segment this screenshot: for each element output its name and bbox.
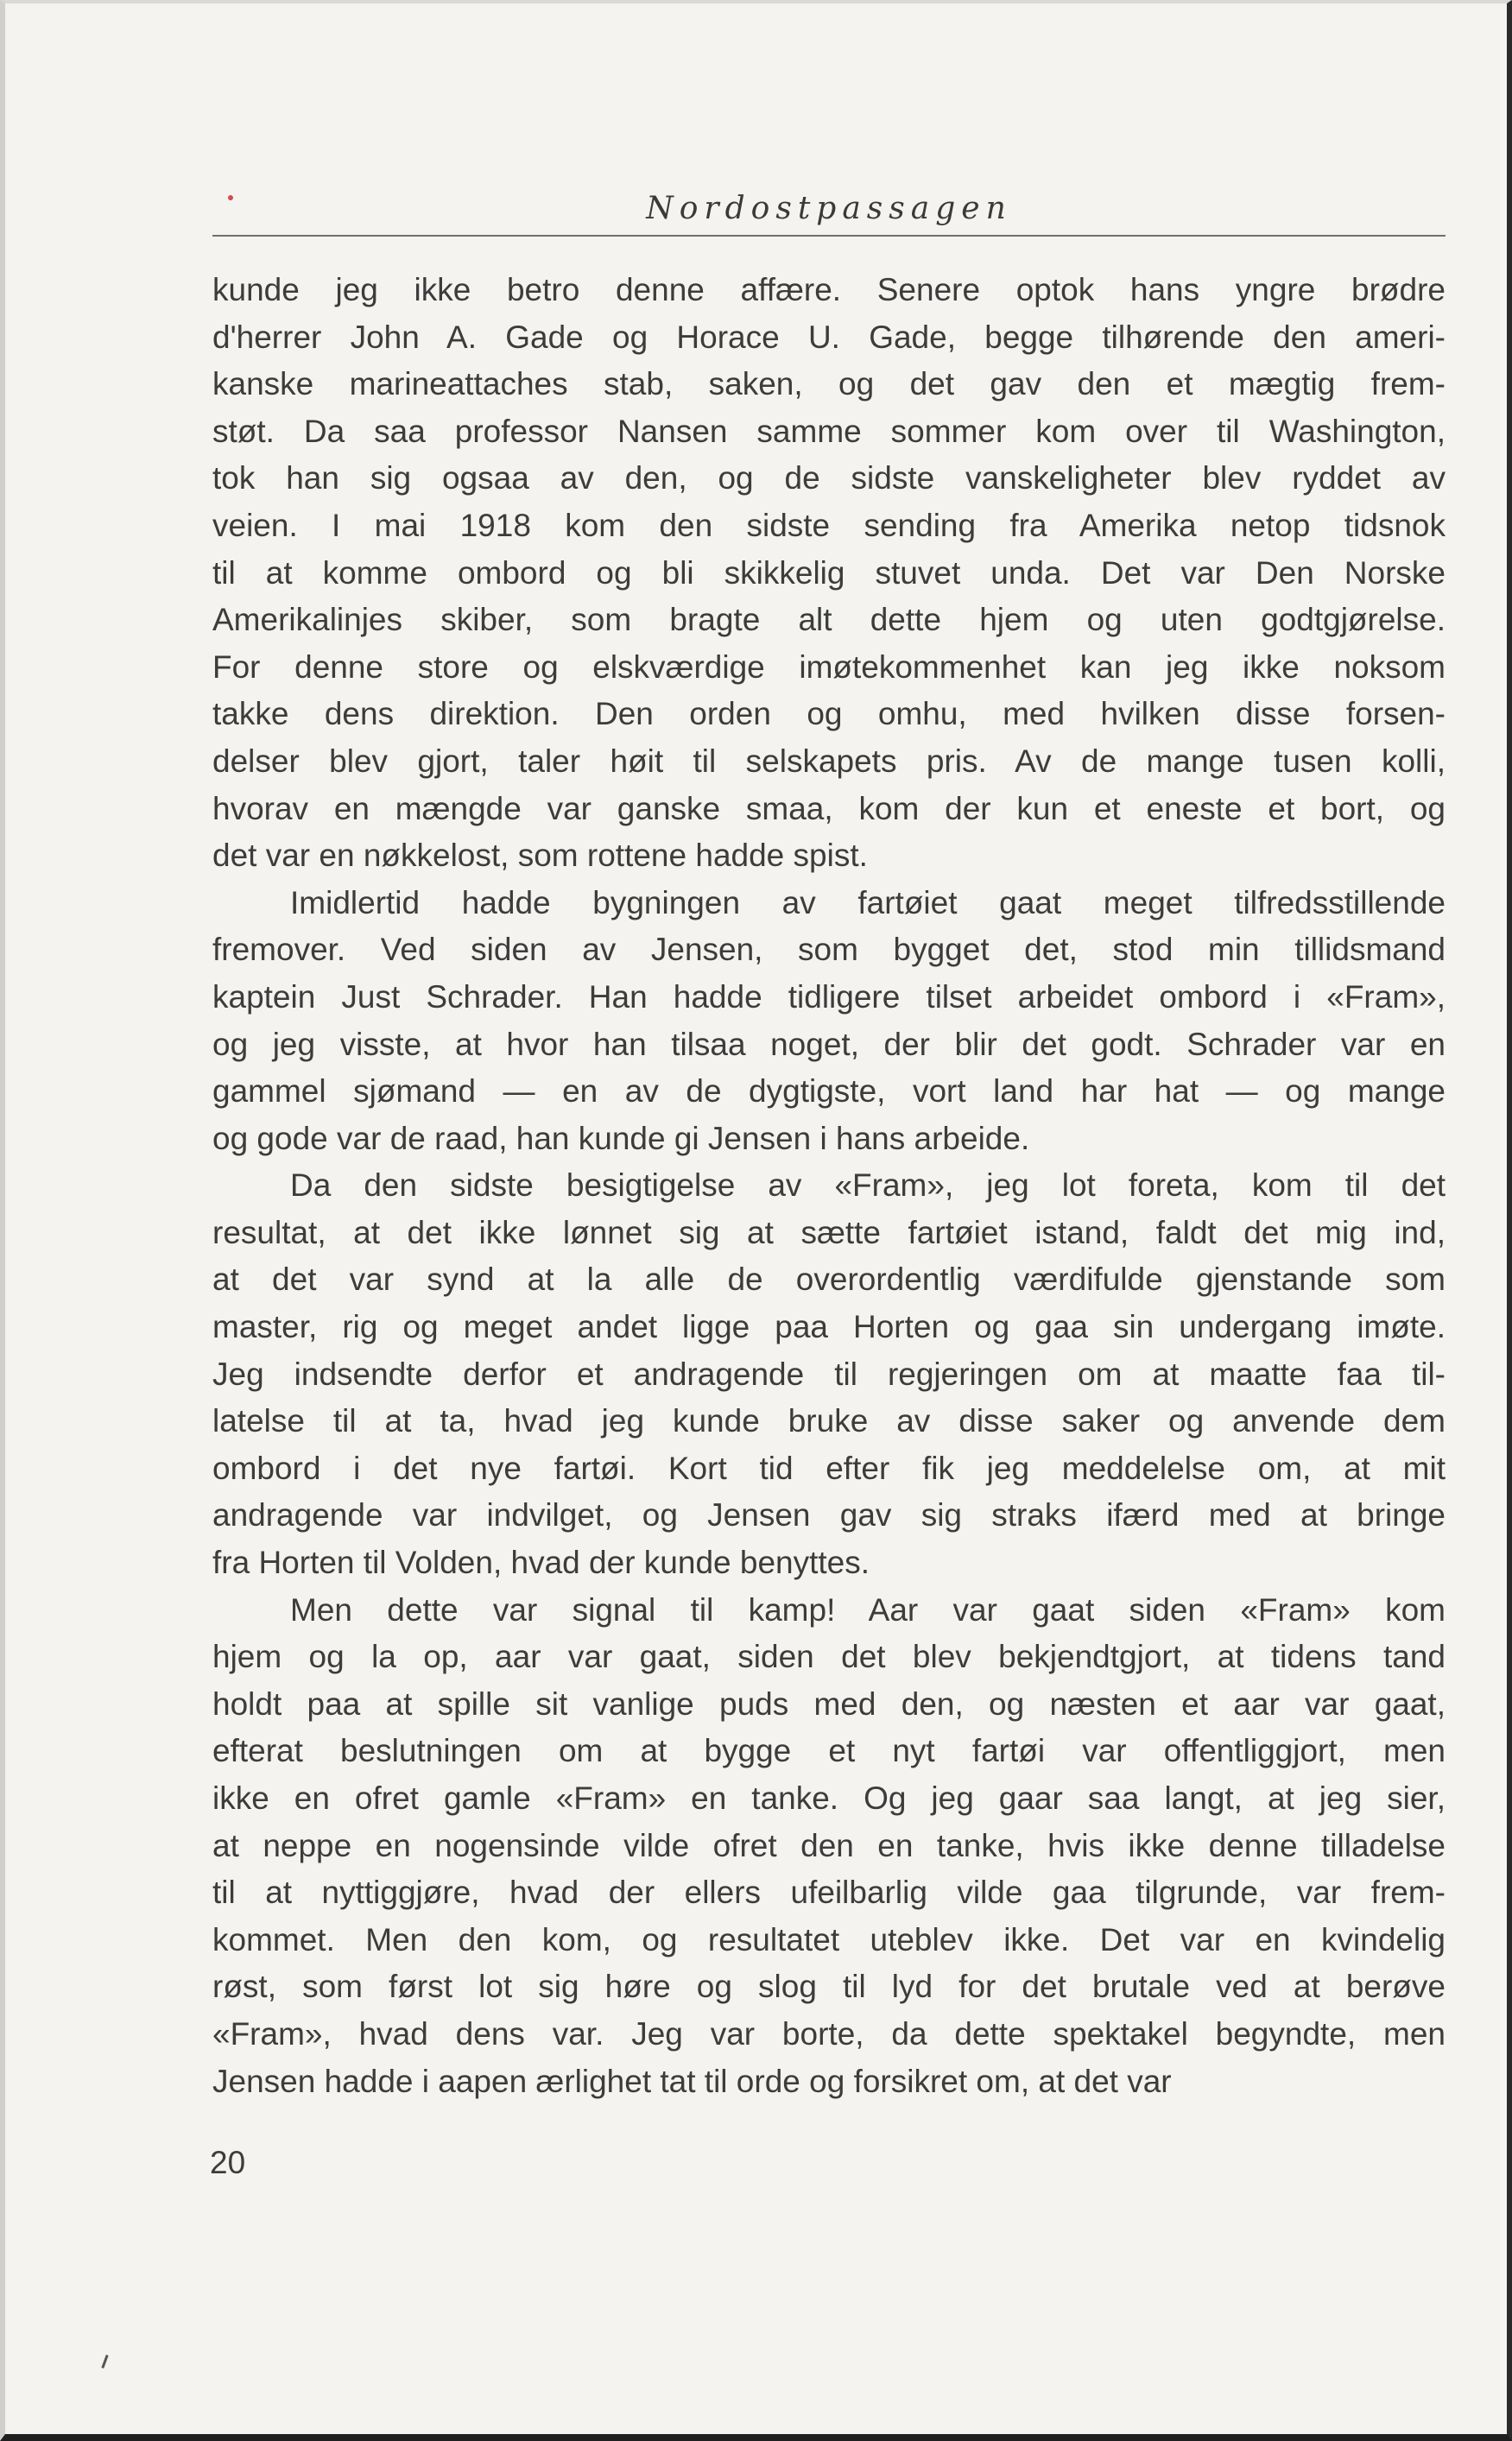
text-line: andragende var indvilget, og Jensen gav sig straks ifærd med at bringe xyxy=(212,1497,1446,1534)
page-number: 20 xyxy=(210,2145,246,2180)
pencil-mark xyxy=(101,2355,108,2368)
text-line: kaptein Just Schrader. Han hadde tidligere tilset arbeidet ombord i «Fram», xyxy=(212,978,1446,1015)
text-line: ombord i det nye fartøi. Kort tid efter fik jeg meddelelse om, at mit xyxy=(212,1450,1446,1486)
text-line: til at nyttiggjøre, hvad der ellers ufeilbarlig vilde gaa tilgrunde, var frem- xyxy=(212,1875,1446,1911)
text-line: master, rig og meget andet ligge paa Horten og gaa sin undergang imøte. xyxy=(212,1309,1446,1345)
text-line: at neppe en nogensinde vilde ofret den en tanke, hvis ikke denne tilladelse xyxy=(212,1827,1446,1863)
text-line: kanske marineattaches stab, saken, og det gav den et mægtig frem- xyxy=(212,366,1446,402)
text-line: tok han sig ogsaa av den, og de sidste vanskeligheter blev ryddet av xyxy=(212,460,1446,496)
text-line: Jensen hadde i aapen ærlighet tat til orde og forsikret om, at det var xyxy=(212,2063,1172,2099)
text-line: og gode var de raad, han kunde gi Jensen i hans arbeide. xyxy=(212,1120,1030,1156)
running-head: Nordostpassagen xyxy=(212,183,1446,237)
text-line: efterat beslutningen om at bygge et nyt fartøi var offentliggjort, men xyxy=(212,1733,1446,1769)
text-line: at det var synd at la alle de overordentlig værdifulde gjenstande som xyxy=(212,1262,1446,1298)
text-line: latelse til at ta, hvad jeg kunde bruke av disse saker og anvende dem xyxy=(212,1403,1446,1439)
text-line: det var en nøkkelost, som rottene hadde spist. xyxy=(212,838,868,874)
text-line: Amerikalinjes skiber, som bragte alt dette hjem og uten godtgjørelse. xyxy=(212,602,1446,638)
text-line: kommet. Men den kom, og resultatet uteblev ikke. Det var en kvindelig xyxy=(212,1921,1446,1957)
body-text xyxy=(212,267,1446,2105)
text-line: kunde jeg ikke betro denne affære. Senere optok hans yngre brødre xyxy=(212,272,1446,307)
text-line: hjem og la op, aar var gaat, siden det blev bekjendtgjort, at tidens tand xyxy=(212,1639,1446,1675)
text-line: hvorav en mængde var ganske smaa, kom der kun et eneste et bort, og xyxy=(212,790,1446,826)
text-line: Da den sidste besigtigelse av «Fram», jeg lot foreta, kom til det xyxy=(290,1167,1446,1204)
text-line: støt. Da saa professor Nansen samme sommer kom over til Washington, xyxy=(212,413,1446,449)
text-line: fremover. Ved siden av Jensen, som bygget det, stod min tillidsmand xyxy=(212,932,1446,968)
text-line: til at komme ombord og bli skikkelig stuvet unda. Det var Den Norske xyxy=(212,554,1446,591)
text-line: ikke en ofret gamle «Fram» en tanke. Og jeg gaar saa langt, at jeg sier, xyxy=(212,1780,1446,1816)
text-line: og jeg visste, at hvor han tilsaa noget, der blir det godt. Schrader var en xyxy=(212,1026,1446,1062)
text-line: For denne store og elskværdige imøtekommenhet kan jeg ikke noksom xyxy=(212,648,1446,685)
text-line: holdt paa at spille sit vanlige puds med den, og næsten et aar var gaat, xyxy=(212,1685,1446,1722)
text-line: delser blev gjort, taler høit til selskapets pris. Av de mange tusen kolli, xyxy=(212,743,1446,779)
text-line: resultat, at det ikke lønnet sig at sætte fartøiet istand, faldt det mig ind, xyxy=(212,1214,1446,1250)
text-line: Jeg indsendte derfor et andragende til regjeringen om at maatte faa til- xyxy=(212,1356,1446,1392)
text-line: takke dens direktion. Den orden og omhu, med hvilken disse forsen- xyxy=(212,696,1446,732)
text-line: røst, som først lot sig høre og slog til lyd for det brutale ved at berøve xyxy=(212,1969,1446,2005)
text-line: fra Horten til Volden, hvad der kunde benyttes. xyxy=(212,1545,870,1581)
text-line: «Fram», hvad dens var. Jeg var borte, da dette spektakel begyndte, men xyxy=(212,2015,1446,2052)
text-line: Imidlertid hadde bygningen av fartøiet gaat meget tilfredsstillende xyxy=(290,884,1446,920)
text-line: veien. I mai 1918 kom den sidste sending fra Amerika netop tidsnok xyxy=(212,507,1446,543)
text-line: gammel sjømand — en av de dygtigste, vort land har hat — og mange xyxy=(212,1073,1446,1110)
text-line: Men dette var signal til kamp! Aar var gaat siden «Fram» kom xyxy=(290,1591,1446,1628)
text-line: d'herrer John A. Gade og Horace U. Gade, begge tilhørende den ameri- xyxy=(212,319,1446,355)
